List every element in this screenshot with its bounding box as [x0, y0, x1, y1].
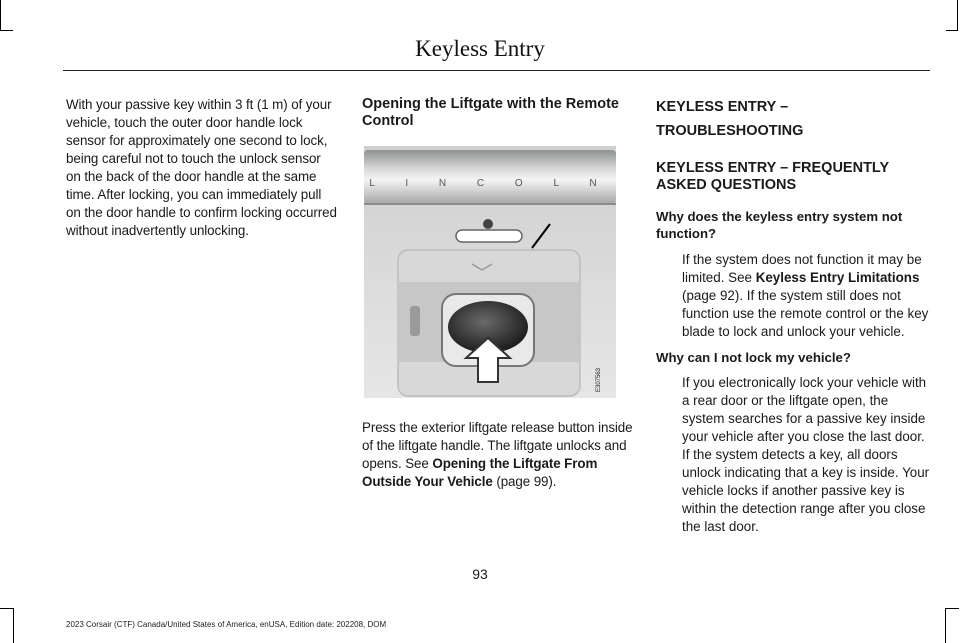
camera-lens	[483, 219, 493, 229]
inset-latch	[410, 306, 420, 336]
liftgate-text: Press the exterior liftgate release button inside of the liftgate handle. The liftgate unlocks and opens. See	[362, 420, 633, 471]
crop-mark	[946, 608, 959, 609]
crop-mark	[0, 608, 13, 609]
liftgate-illustration-svg	[364, 146, 616, 398]
faq-answer-1-crossref-link[interactable]: Keyless Entry Limitations	[755, 270, 920, 285]
faq-question-2: Why can I not lock my vehicle?	[656, 350, 851, 365]
liftgate-crossref-link[interactable]: Opening the Liftgate From Outside Your Vehicle	[362, 456, 598, 489]
intro-paragraph: With your passive key within 3 ft (1 m) of your vehicle, touch the outer door handle lock sensor for approximately one second to lock, being careful not to touch the unlock sensor on the back of the door handle at the same time. After locking, you can immediately pull on the door handle to confirm locking occurred without inadvertently unlocking.	[66, 97, 337, 238]
crop-mark	[957, 0, 958, 30]
faq-question-1: Why does the keyless entry system not function?	[656, 209, 903, 241]
liftgate-paragraph	[362, 419, 634, 491]
liftgate-text-after: (page 99).	[492, 474, 557, 489]
faq-answer-1	[656, 251, 934, 341]
crop-mark	[945, 608, 946, 643]
crop-mark	[0, 30, 13, 31]
liftgate-handle-illustration	[364, 146, 616, 398]
faq-answer-1-text-after: (page 92). If the system still does not function use the remote control or the key blade to lock and unlock your vehicle.	[682, 288, 929, 339]
faq-answer-1-text: If the system does not function it may be limited. See	[682, 252, 922, 285]
section-heading-troubleshooting	[656, 96, 934, 142]
faq-answer-2: If you electronically lock your vehicle with a rear door or the liftgate open, the system searches for a passive key inside your vehicle after you close the last door. If the system detects a key, all doors unlock indicating that a key is inside. Your vehicle locks if another passive key is within the detection range after you close the last door.	[682, 375, 930, 534]
section-heading-liftgate: Opening the Liftgate with the Remote Control	[362, 96, 619, 129]
crop-mark	[13, 608, 14, 643]
brand-lettering: L I N C O L N	[369, 178, 611, 189]
header-divider	[63, 70, 930, 71]
page-title: Keyless Entry	[415, 36, 545, 61]
crop-mark	[0, 0, 1, 30]
figure-code: E307563	[596, 367, 602, 392]
section-heading-faq: KEYLESS ENTRY – FREQUENTLY ASKED QUESTIONS	[656, 160, 889, 193]
page-number: 93	[472, 566, 488, 582]
troubleshooting-heading-line1: KEYLESS ENTRY –	[656, 99, 789, 115]
crop-mark	[946, 30, 958, 31]
footer-edition-info: 2023 Corsair (CTF) Canada/United States of America, enUSA, Edition date: 202208, DOM	[66, 620, 387, 629]
handle-recess	[456, 230, 522, 242]
chrome-trim	[364, 150, 616, 204]
column-right	[656, 96, 934, 536]
column-left	[66, 96, 338, 240]
troubleshooting-heading-line2: TROUBLESHOOTING	[656, 123, 804, 139]
